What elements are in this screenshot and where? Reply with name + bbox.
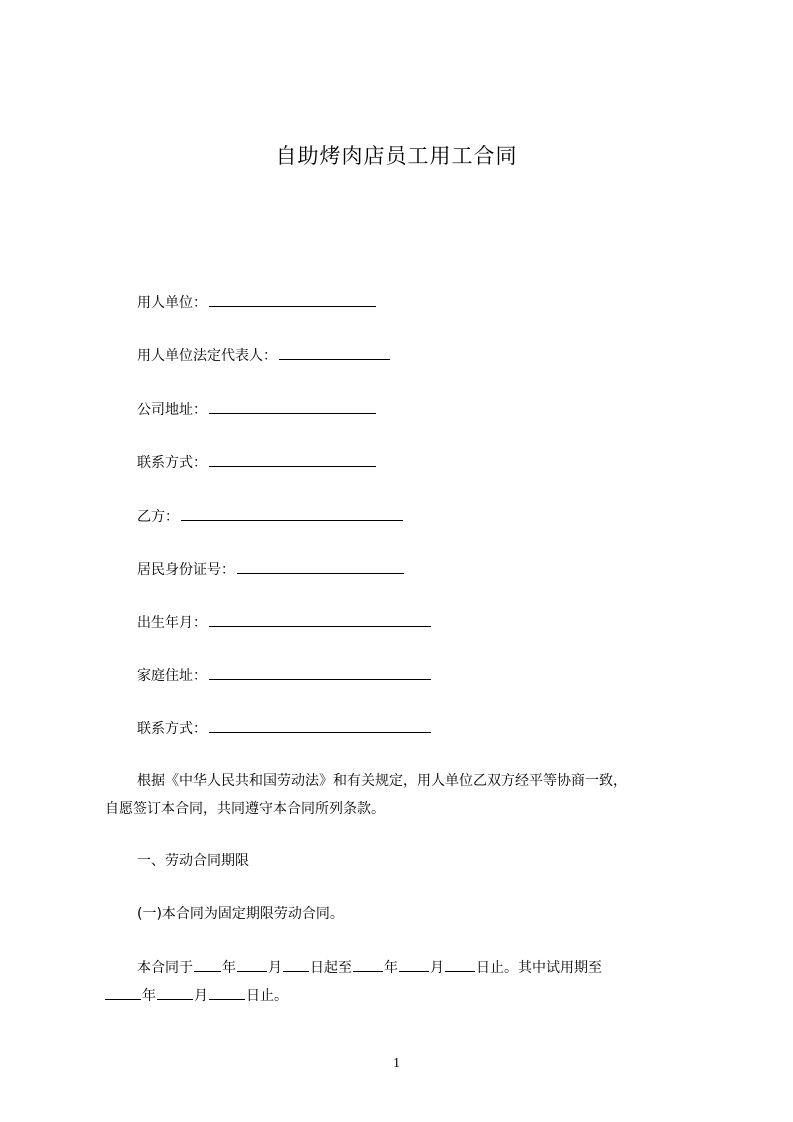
intro-line-2: 自愿签订本合同，共同遵守本合同所列条款。 <box>105 801 385 817</box>
field-employee-contact <box>137 718 431 739</box>
fill-line <box>209 612 431 627</box>
term-line-1 <box>105 954 695 982</box>
field-employer-contact <box>137 452 376 473</box>
term-text: 月 <box>268 960 282 976</box>
term-text: 日止。 <box>246 988 288 1004</box>
term-text: 日止。其中试用期至 <box>476 960 602 976</box>
field-label: 用人单位法定代表人： <box>137 348 277 364</box>
fill-line <box>181 506 403 521</box>
field-party-b <box>137 506 403 527</box>
field-label: 联系方式： <box>137 721 207 737</box>
field-label: 出生年月： <box>137 615 207 631</box>
page-title: 自助烤肉店员工用工合同 <box>275 144 518 168</box>
field-employer <box>137 292 376 313</box>
field-label: 居民身份证号： <box>137 562 235 578</box>
blank-line <box>399 957 429 972</box>
term-text: 年 <box>222 960 236 976</box>
fill-line <box>237 559 404 574</box>
blank-line <box>445 957 475 972</box>
fill-line <box>209 292 376 307</box>
field-id-number <box>137 559 404 580</box>
field-home-address <box>137 665 431 686</box>
blank-line <box>105 985 141 1000</box>
term-paragraph <box>105 954 695 1010</box>
term-text: 日起至 <box>310 960 352 976</box>
intro-line-1: 根据《中华人民共和国劳动法》和有关规定，用人单位乙双方经平等协商一致， <box>137 773 627 789</box>
fill-line <box>279 345 390 360</box>
page-number: 1 <box>393 1056 400 1071</box>
fill-line <box>209 665 431 680</box>
blank-line <box>209 985 245 1000</box>
field-label: 联系方式： <box>137 455 207 471</box>
field-label: 乙方： <box>137 509 179 525</box>
term-text: 月 <box>194 988 208 1004</box>
intro-paragraph <box>105 767 695 823</box>
field-label: 家庭住址： <box>137 668 207 684</box>
term-text: 本合同于 <box>137 960 193 976</box>
fill-line <box>209 399 376 414</box>
field-label: 用人单位： <box>137 295 207 311</box>
clause-text: (一)本合同为固定期限劳动合同。 <box>137 906 344 922</box>
field-legal-representative <box>137 345 390 366</box>
blank-line <box>283 957 309 972</box>
field-birth-date <box>137 612 431 633</box>
fill-line <box>209 452 376 467</box>
term-text: 年 <box>142 988 156 1004</box>
section-heading: 一、劳动合同期限 <box>137 853 249 869</box>
blank-line <box>157 985 193 1000</box>
blank-line <box>237 957 267 972</box>
term-text: 年 <box>384 960 398 976</box>
term-text: 月 <box>430 960 444 976</box>
field-label: 公司地址： <box>137 402 207 418</box>
fill-line <box>209 718 431 733</box>
blank-line <box>194 957 221 972</box>
field-company-address <box>137 399 376 420</box>
term-line-2 <box>105 982 695 1010</box>
blank-line <box>353 957 383 972</box>
